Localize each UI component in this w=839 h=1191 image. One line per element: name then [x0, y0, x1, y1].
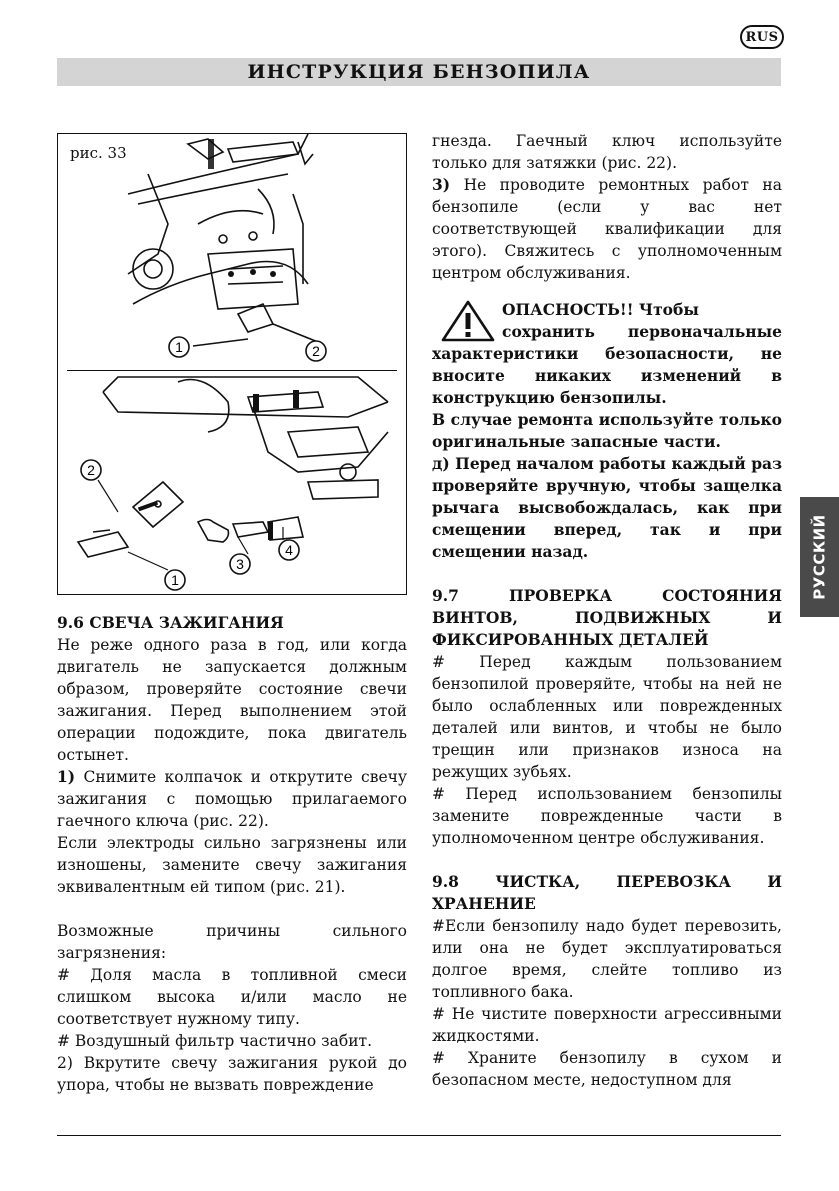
- paragraph: # Перед каждым пользованием бензопилой проверяйте, чтобы на ней не было ослабленных или поврежденных деталей или винтов, и чтобы не было трещин или признаков износа на режущих зубьях.: [432, 653, 782, 781]
- figure-label: рис. 33: [70, 144, 127, 162]
- paragraph-text: Не проводите ремонтных работ на бензопиле (если у вас нет соответствующей квалификации для этого). Свяжитесь с уполномоченным центром обслуживания.: [432, 176, 782, 282]
- danger-warning: [432, 295, 782, 563]
- callout-2-bottom: 2: [87, 462, 95, 478]
- chainsaw-illustration-top: [58, 134, 405, 370]
- paragraph: Не реже одного раза в год, или когда двигатель не запускается должным образом, проверяйте состояние свечи зажигания. Перед выполнением этой операции подождите, пока двигатель остынет.: [57, 636, 407, 764]
- figure-divider: [67, 370, 397, 371]
- section-9-8-heading-line1: 9.8 ЧИСТКА, ПЕРЕВОЗКА И: [432, 872, 782, 891]
- paragraph: # Воздушный фильтр частично забит.: [57, 1032, 373, 1050]
- language-side-tab: [800, 497, 839, 617]
- paragraph: # Доля масла в топливной смеси слишком высока и/или масло не соответствует нужному типу.: [57, 966, 407, 1028]
- warning-paragraph: д) Перед началом работы каждый раз проверяйте вручную, чтобы защелка рычага высвобождалась, как при смещении вперед, так и при смещении назад.: [432, 454, 782, 561]
- paragraph: 2) Вкрутите свечу зажигания рукой до упора, чтобы не вызвать повреждение: [57, 1054, 407, 1094]
- callout-2-top: 2: [312, 343, 320, 359]
- warning-paragraph: В случае ремонта используйте только оригинальные запасные части.: [432, 410, 782, 451]
- paragraph: Если электроды сильно загрязнены или изношены, замените свечу зажигания эквивалентным ей типом (рис. 21).: [57, 834, 407, 896]
- callout-4-bottom: 4: [285, 542, 293, 558]
- section-9-8-heading-line2: ХРАНЕНИЕ: [432, 894, 536, 913]
- right-column: [432, 130, 782, 1091]
- callout-3-bottom: 3: [236, 556, 244, 572]
- warning-triangle-icon: [440, 299, 496, 343]
- figure-33: [57, 133, 407, 595]
- language-badge: RUS: [740, 25, 784, 49]
- section-9-7-heading-line1: 9.7 ПРОВЕРКА СОСТОЯНИЯ: [432, 586, 782, 605]
- page-title: ИНСТРУКЦИЯ БЕНЗОПИЛА: [57, 58, 781, 86]
- paragraph: [57, 766, 407, 832]
- paragraph: [432, 174, 782, 284]
- callout-1-bottom: 1: [171, 572, 179, 588]
- paragraph: # Не чистите поверхности агрессивными жидкостями.: [432, 1005, 782, 1045]
- paragraph-text: Снимите колпачок и открутите свечу зажигания с помощью прилагаемого гаечного ключа (рис. 22).: [57, 768, 407, 830]
- section-9-7-heading-line3: ФИКСИРОВАННЫХ ДЕТАЛЕЙ: [432, 630, 709, 649]
- section-9-7-heading-line2: ВИНТОВ, ПОДВИЖНЫХ И: [432, 608, 782, 627]
- chainsaw-illustration-bottom: [58, 372, 405, 594]
- left-column: [57, 612, 407, 1096]
- paragraph: # Храните бензопилу в сухом и безопасном месте, недоступном для: [432, 1049, 782, 1089]
- footer-rule: [57, 1135, 781, 1136]
- paragraph: гнезда. Гаечный ключ используйте только для затяжки (рис. 22).: [432, 132, 782, 172]
- warning-title: ОПАСНОСТЬ!! Чтобы: [502, 300, 699, 319]
- section-9-6-heading: 9.6 СВЕЧА ЗАЖИГАНИЯ: [57, 613, 284, 632]
- paragraph: #Если бензопилу надо будет перевозить, или она не будет эксплуатироваться долгое время, слейте топливо из топливного бака.: [432, 917, 782, 1001]
- step-number: 1): [57, 767, 76, 786]
- warning-body: сохранить первоначальные характеристики безопасности, не вносите никаких изменений в конструкцию бензопилы.: [432, 322, 782, 407]
- step-number: 3): [432, 175, 451, 194]
- callout-1-top: 1: [175, 339, 183, 355]
- side-tab-label: РУССКИЙ: [810, 514, 829, 600]
- paragraph: # Перед использованием бензопилы замените поврежденные части в уполномоченном центре обслуживания.: [432, 785, 782, 847]
- paragraph: Возможные причины сильного загрязнения:: [57, 922, 407, 962]
